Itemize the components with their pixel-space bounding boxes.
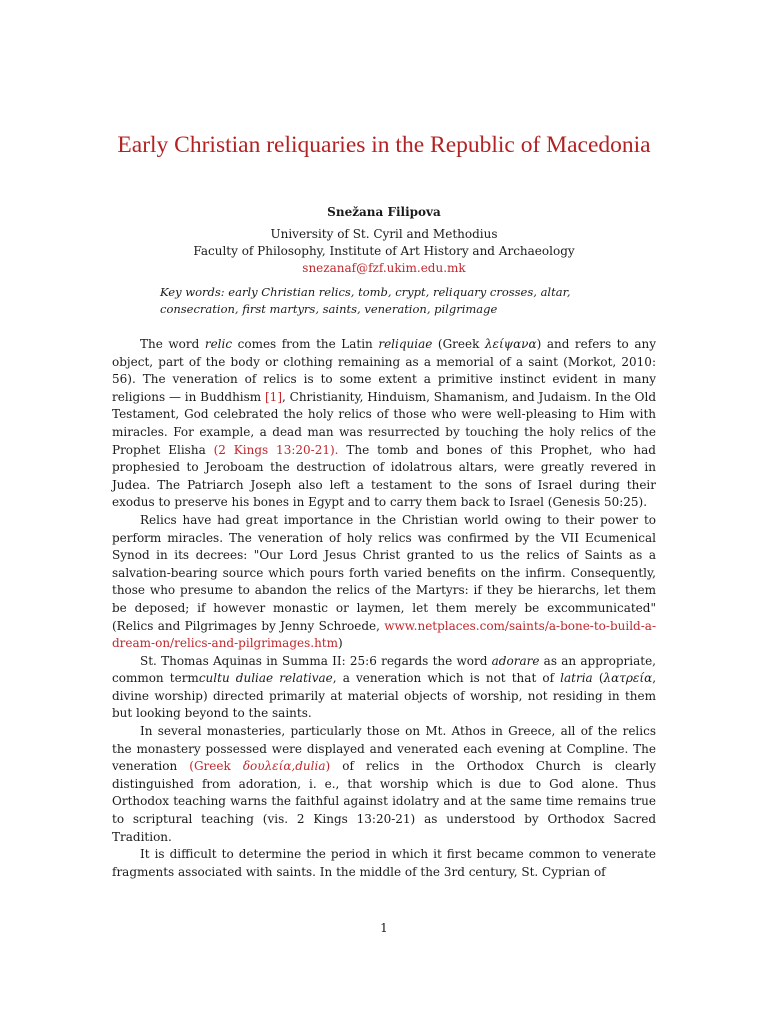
paragraph-3 — [112, 653, 656, 723]
text-run: , Christianity, Hinduism, Shamanism, and Judaism. In the Old Testament, God celebrated the holy relics of those who were well-pleasing to Him with miracles. For example, a dead man was resurrected by touching the holy relics of the Prophet Elisha — [112, 389, 656, 457]
text-run: as an appropriate, common term — [112, 653, 656, 686]
text-run: It is difficult to determine the period in which it first became common to venerate fragments associated with saints. In the middle of the 3rd century, St. Cyprian of — [112, 847, 656, 879]
text-run: In several monasteries, particularly those on Mt. Athos in Greece, all of the relics the monastery possessed were displayed and venerated each evening at Compline. The veneration — [112, 724, 656, 774]
text-run: reliquiae — [378, 337, 433, 351]
document-page — [112, 0, 656, 1024]
text-run: (Greek — [432, 337, 485, 351]
greek-reference-link[interactable]: δουλεία,dulia — [242, 759, 326, 774]
text-run: ( — [592, 671, 604, 686]
keywords: Key words: early Christian relics, tomb, crypt, reliquary crosses, altar, consecration, first martyrs, saints, veneration, pilgrimage — [160, 285, 571, 316]
affiliation-block — [112, 226, 656, 277]
text-run: St. Thomas Aquinas in Summa II: 25:6 regards the word — [140, 653, 492, 668]
text-run: ) and refers to any object, part of the body or clothing remaining as a memorial of a saint (Morkot, 2010: 56). The veneration of relics is to some extent a primitive instinct evident in many religions — in Buddhism — [112, 337, 656, 404]
page-number: 1 — [380, 921, 388, 935]
url-link[interactable]: www.netplaces.com/saints/a-bone-to-build-a-dream-on/relics-and-pilgrimages.htm — [112, 618, 656, 651]
author-name: Snežana Filipova — [327, 205, 441, 219]
text-run: ) — [338, 636, 343, 651]
text-run: adorare — [491, 653, 540, 668]
text-run: The word — [140, 337, 205, 351]
faculty-name: Faculty of Philosophy, Institute of Art History and Archaeology — [193, 244, 575, 258]
text-run: of relics in the Orthodox Church is clearly distinguished from adoration, i. e., that worship which is due to God alone. Thus Orthodox teaching warns the faithful against idolatry and at the same time remains true to scriptural teaching (vis. 2 Kings 13:20-21) as understood by Orthodox Sacred Tradition. — [112, 759, 656, 844]
document-title: Early Christian reliquaries in the Republic of Macedonia — [117, 132, 651, 158]
text-run: latria — [560, 671, 593, 686]
text-run: cultu duliae relativae — [198, 671, 333, 686]
body-text — [112, 336, 656, 881]
scripture-reference-link[interactable]: (2 Kings 13:20-21). — [213, 442, 339, 457]
footnote-link[interactable]: [1] — [265, 389, 282, 404]
greek-reference-link[interactable]: ) — [325, 759, 331, 774]
text-run: comes from the Latin — [232, 337, 379, 351]
text-run: relic — [204, 337, 233, 351]
greek-reference-link[interactable]: (Greek — [189, 759, 243, 774]
university-name: University of St. Cyril and Methodius — [270, 227, 498, 241]
text-run: Relics have had great importance in the Christian world owing to their power to perform miracles. The veneration of holy relics was confirmed by the VII Ecumenical Synod in its decrees: "Our Lord Jesus Christ granted to us the relics of Saints as a salvation-bearing source which pours forth varied benefits on the infirm. Consequently, those who presume to abandon the relics of the Martyrs: if they be hierarchs, let them be deposed; if however monastic or laymen, let them merely be excommunicated" (Relics and Pilgrimages by Jenny Schroede, — [112, 512, 656, 633]
paragraph-1 — [112, 336, 656, 512]
paragraph-2 — [112, 512, 656, 653]
greek-term: λατρεία — [603, 671, 653, 686]
paragraph-5 — [112, 846, 656, 881]
paragraph-4 — [112, 723, 656, 846]
email-link[interactable]: snezanaf@fzf.ukim.edu.mk — [302, 261, 466, 275]
text-run: , divine worship) directed primarily at material objects of worship, not residing in them but looking beyond to the saints. — [112, 671, 657, 721]
text-run: , a veneration which is not that of — [332, 671, 561, 686]
text-run: The tomb and bones of this Prophet, who had prophesied to Jeroboam the destruction of idolatrous altars, were greatly revered in Judea. The Patriarch Joseph also left a testament to the sons of Israel during their exodus to preserve his bones in Egypt and to carry them back to Israel (Genesis 50:25). — [112, 442, 656, 510]
greek-term: λείψανα — [484, 337, 537, 351]
